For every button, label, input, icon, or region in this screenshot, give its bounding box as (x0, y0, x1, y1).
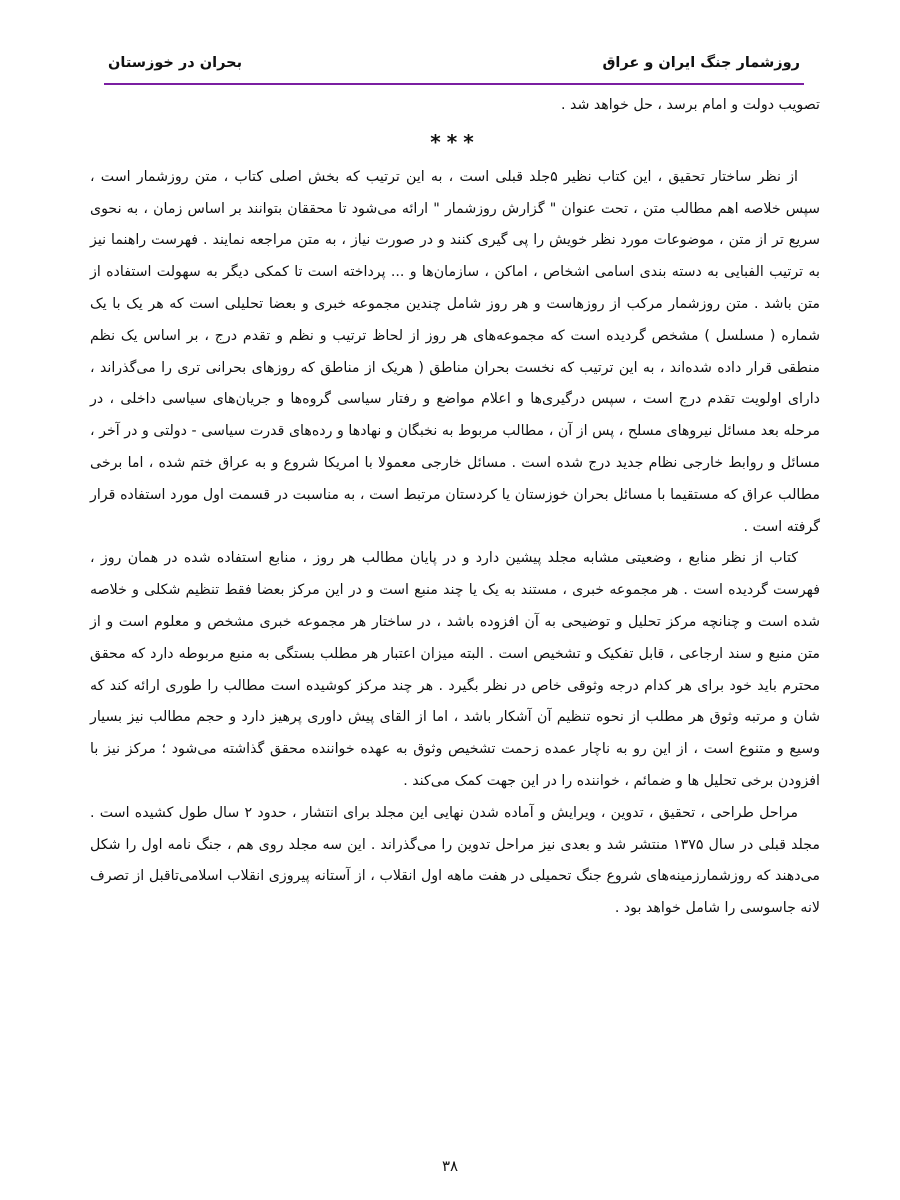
header-divider (104, 83, 804, 85)
main-text (90, 90, 820, 925)
paragraph: از نظر ساختار تحقیق ، این کتاب نظیر ۵جلد قبلی است ، به این ترتیب که بخش اصلی کتاب ، متن روزشمار است ، سپس خلاصه اهم مطالب متن ، تحت عنوان " گزارش روزشمار " ارائه می‌شود تا محققان بتوانند بر اساس زمان ، به نحوی سریع تر از متن ، موضوعات مورد نظر خویش را پی گیری کنند و در صورت نیاز ، به متن مراجعه نمایند . فهرست راهنما نیز به ترتیب الفبایی به دسته بندی اسامی اشخاص ، اماکن ، سازمان‌ها و ... پرداخته است تا کمکی دیگر به سهولت استفاده از متن باشد . متن روزشمار مرکب از روزهاست و هر روز شامل چندین مجموعه خبری و بعضا تحلیلی است که هر یک با یک شماره ( مسلسل ) مشخص گردیده است که مجموعه‌های هر روز از لحاظ ترتیب و نظم و تقدم درج ، بر اساس یک نظم منطقی قرار داده شده‌اند ، به این ترتیب که نخست بحران مناطق ( هریک از مناطق که روزهای بحرانی تری را می‌گذراند ، دارای اولویت تقدم درج است ، سپس درگیری‌ها و اعلام مواضع و رفتار سیاسی گروه‌ها و جریان‌های سیاسی داخلی ، در مرحله بعد مسائل نیروهای مسلح ، پس از آن ، مطالب مربوط به نخبگان و نهادها و رده‌های قدرت سیاسی - دولتی و در آخر ، مسائل و روابط خارجی نظام جدید درج شده است . مسائل خارجی معمولا با امریکا شروع و به عراق ختم شده ، اما برخی مطالب عراق که مستقیما با مسائل بحران خوزستان یا کردستان مرتبط است ، به مناسبت در قسمت اول مورد استفاده قرار گرفته است . (90, 168, 820, 535)
page-number: ۳۸ (441, 1157, 459, 1175)
volume-title: بحران در خوزستان (108, 55, 243, 71)
book-title: روزشمار جنگ ایران و عراق (602, 55, 800, 71)
paragraph: کتاب از نظر منابع ، وضعیتی مشابه مجلد پیشین دارد و در پایان مطالب هر روز ، منابع استفاده شده در همان روز ، فهرست گردیده است . هر مجموعه خبری ، مستند به یک یا چند منبع است و در این مرکز بعضا فقط تنظیم شکلی و خلاصه شده است و چنانچه مرکز تحلیل و توضیحی به آن افزوده باشد ، در ساختار هر مجموعه خبری مشخص و معلوم است و از متن منبع و سند ارجاعی ، قابل تفکیک و تشخیص است . البته میزان اعتبار هر مطلب بستگی به منبع مربوطه دارد که محقق محترم باید خود برای هر کدام درجه وثوقی خاص در نظر بگیرد . هر چند مرکز کوشیده است مطالب را طوری ارائه کند که شان و مرتبه وثوق هر مطلب از نحوه تنظیم آن آشکار باشد ، اما از القای پیش داوری پرهیز دارد و حجم مطالب نیز بسیار وسیع و متنوع است ، از این رو به ناچار عمده زحمت تشخیص وثوق به عهده خواننده محقق گذاشته می‌شود ؛ مرکز نیز با افزودن برخی تحلیل ها و ضمائم ، خواننده را در این جهت کمک می‌کند . (90, 550, 820, 789)
running-header (108, 48, 800, 78)
section-separator: *** (430, 129, 480, 154)
paragraph: مراحل طراحی ، تحقیق ، تدوین ، ویرایش و آماده شدن نهایی این مجلد برای انتشار ، حدود ۲ سال طول کشیده است . مجلد قبلی در سال ۱۳۷۵ منتشر شد و بعدی نیز مراحل تدوین را می‌گذراند . این سه مجلد روی هم ، جنگ نامه اول را شکل می‌دهند که روزشمارزمینه‌های شروع جنگ تحمیلی در هفت ماهه اول انقلاب ، از آستانه پیروزی انقلاب اسلامی‌تاقبل از تصرف لانه جاسوسی را شامل خواهد بود . (90, 804, 820, 917)
carryover-line: تصویب دولت و امام برسد ، حل خواهد شد . (561, 97, 820, 113)
